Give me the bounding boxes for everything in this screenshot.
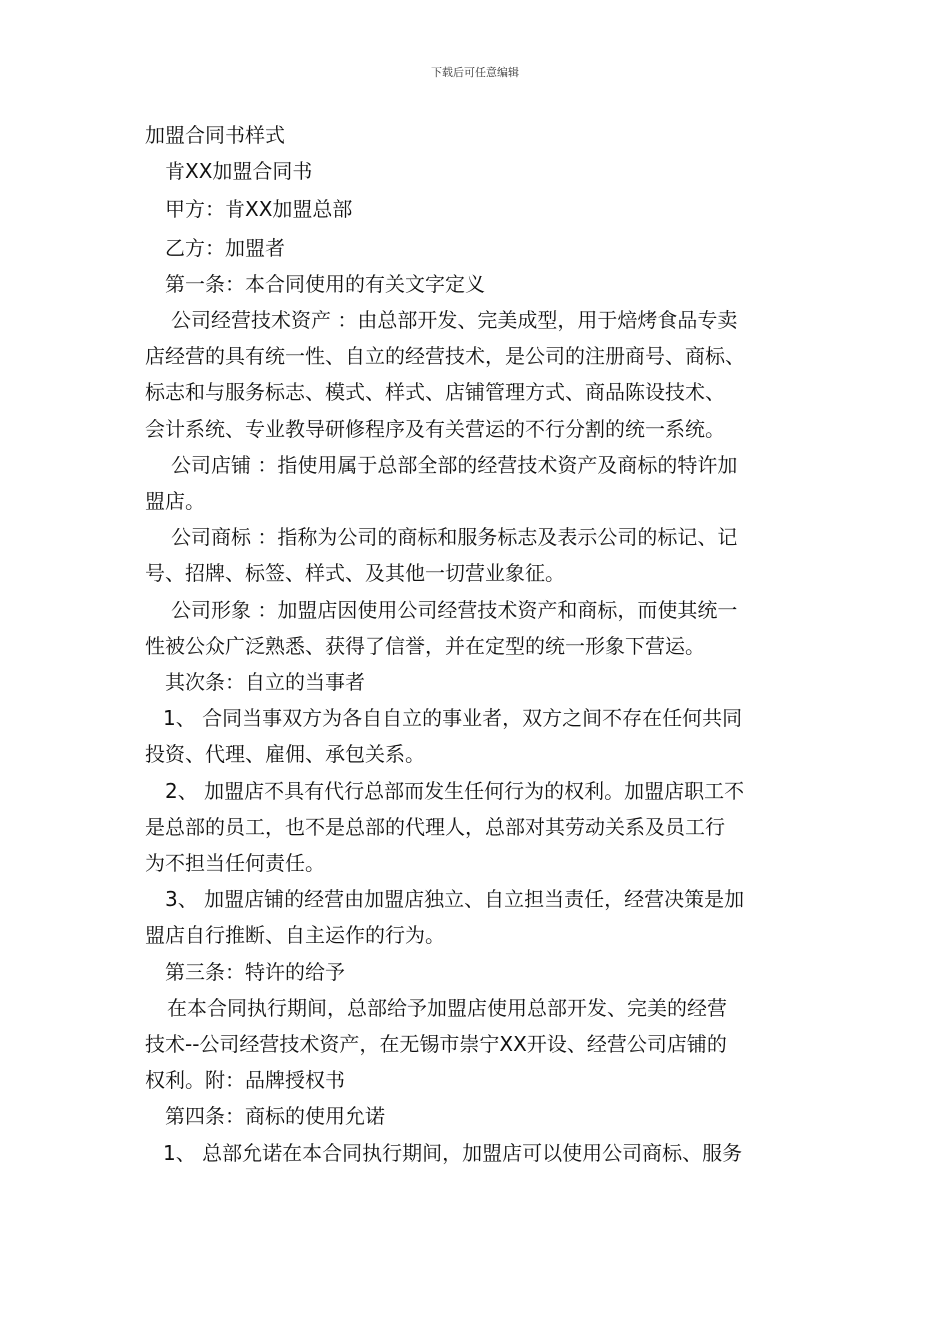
paragraph-line: 店经营的具有统一性、自立的经营技术，是公司的注册商号、商标、: [145, 344, 745, 369]
list-item-line: 1、 合同当事双方为各自自立的事业者，双方之间不存在任何共同: [163, 706, 743, 731]
contract-name: 肯XX加盟合同书: [165, 159, 313, 184]
paragraph-line: 标志和与服务标志、模式、样式、店铺管理方式、商品陈设技术、: [145, 380, 725, 405]
article-3-heading: 第三条：特许的给予: [165, 959, 345, 984]
document-title: 加盟合同书样式: [145, 123, 285, 147]
article-2-heading: 其次条：自立的当事者: [165, 670, 365, 695]
list-item-line: 为不担当任何责任。: [145, 851, 325, 876]
page-header-note: 下载后可任意编辑: [431, 66, 519, 79]
party-b: 乙方：加盟者: [165, 235, 285, 260]
paragraph-line: 在本合同执行期间，总部给予加盟店使用总部开发、完美的经营: [167, 995, 727, 1020]
list-item-line: 盟店自行推断、自主运作的行为。: [145, 923, 445, 948]
list-item-line: 2、 加盟店不具有代行总部而发生任何行为的权利。加盟店职工不: [165, 778, 745, 803]
party-a: 甲方：肯XX加盟总部: [165, 197, 353, 222]
paragraph-line: 技术--公司经营技术资产，在无锡市崇宁XX开设、经营公司店铺的: [145, 1032, 727, 1057]
paragraph-line: 会计系统、专业教导研修程序及有关营运的不行分割的统一系统。: [145, 416, 725, 441]
paragraph-line: 公司店铺 ：指使用属于总部全部的经营技术资产及商标的特许加: [171, 452, 738, 477]
paragraph-line: 公司经营技术资产 ：由总部开发、完美成型，用于焙烤食品专卖: [171, 308, 738, 333]
paragraph-line: 权利。附：品牌授权书: [145, 1068, 345, 1093]
article-4-heading: 第四条：商标的使用允诺: [165, 1104, 385, 1129]
contract-document: [145, 117, 825, 1171]
paragraph-line: 盟店。: [145, 489, 205, 514]
paragraph-line: 公司形象 ：加盟店因使用公司经营技术资产和商标，而使其统一: [171, 597, 738, 622]
list-item-line: 投资、代理、雇佣、承包关系。: [145, 742, 425, 767]
paragraph-line: 号、招牌、标签、样式、及其他一切营业象征。: [145, 561, 565, 586]
article-1-heading: 第一条：本合同使用的有关文字定义: [165, 271, 485, 296]
list-item-line: 1、 总部允诺在本合同执行期间，加盟店可以使用公司商标、服务: [163, 1140, 743, 1165]
paragraph-line: 性被公众广泛熟悉、获得了信誉，并在定型的统一形象下营运。: [145, 633, 705, 658]
list-item-line: 3、 加盟店铺的经营由加盟店独立、自立担当责任，经营决策是加: [165, 887, 745, 912]
list-item-line: 是总部的员工，也不是总部的代理人，总部对其劳动关系及员工行: [145, 814, 725, 839]
paragraph-line: 公司商标 ：指称为公司的商标和服务标志及表示公司的标记、记: [171, 525, 738, 550]
